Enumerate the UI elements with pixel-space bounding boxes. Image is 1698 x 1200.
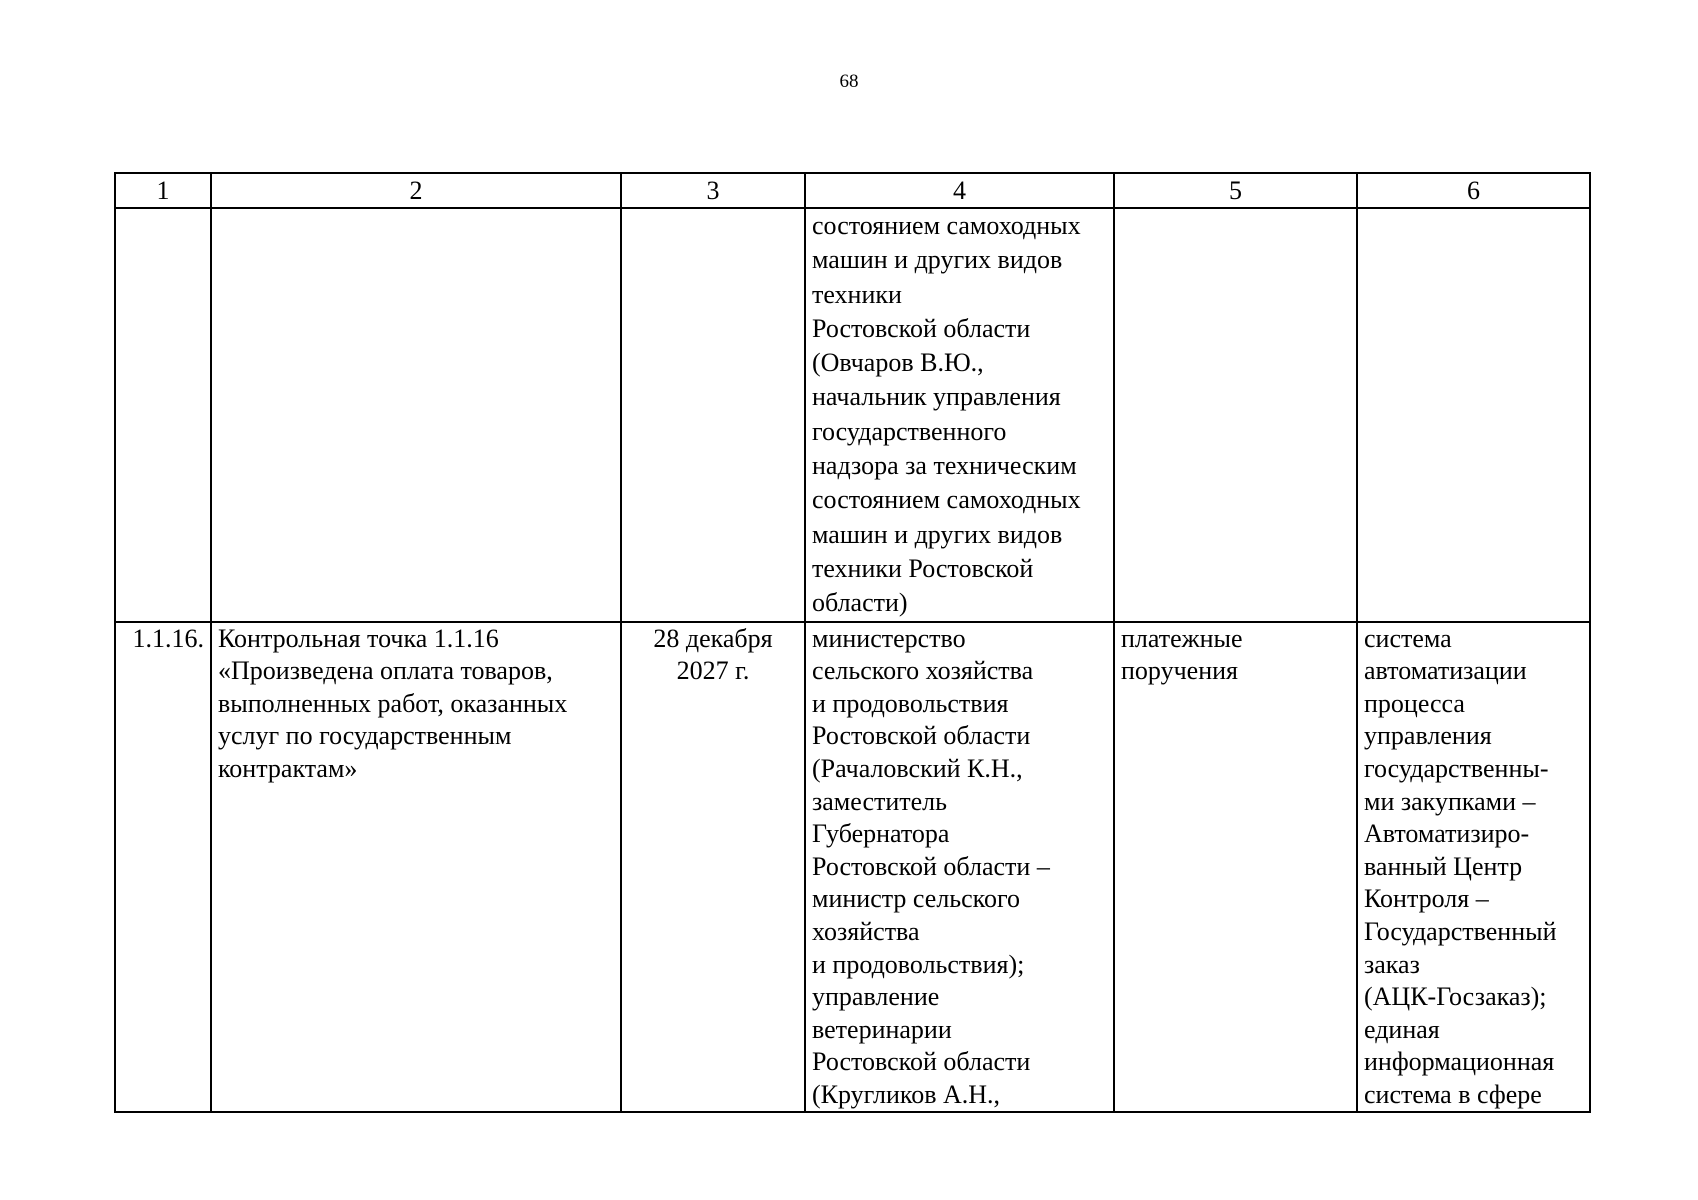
cell-text-line: надзора за техническим: [812, 451, 1077, 481]
cell-text-line: управления: [1364, 721, 1492, 751]
cell-text-line: система: [1364, 623, 1452, 653]
cell-text-line: Ростовской области: [812, 721, 1031, 751]
deadline-cell: [621, 208, 805, 622]
cell-text-line: состоянием самоходных: [812, 211, 1081, 240]
cell-text-line: и продовольствия);: [812, 949, 1025, 979]
cell-text-line: платежные: [1121, 623, 1243, 653]
cell-text-line: начальник управления: [812, 382, 1061, 412]
name-cell: [211, 208, 621, 622]
cell-text-line: «Произведена оплата товаров,: [218, 656, 553, 686]
cell-text-line: области): [812, 588, 908, 618]
cell-text-line: управление: [812, 982, 940, 1012]
cell-text-line: ветеринарии: [812, 1014, 952, 1044]
table-row: [115, 622, 1590, 1113]
cell-text-line: заместитель: [812, 786, 948, 816]
column-header-3: 3: [621, 173, 805, 208]
cell-text-line: 1.1.16.: [132, 623, 204, 653]
cell-text-line: Ростовской области: [812, 313, 1031, 343]
activity-table: [114, 172, 1591, 1113]
system-cell: [1357, 622, 1590, 1113]
column-header-1: 1: [115, 173, 211, 208]
cell-text-line: ми закупками –: [1364, 786, 1536, 816]
cell-text-line: государственного: [812, 416, 1007, 446]
cell-text-line: техники: [812, 279, 902, 309]
cell-text-line: государственны-: [1364, 753, 1549, 783]
name-cell: [211, 622, 621, 1113]
cell-text-line: (Кругликов А.Н.,: [812, 1079, 1001, 1109]
deadline-cell: [621, 622, 805, 1113]
cell-text-line: (АЦК-Госзаказ);: [1364, 982, 1547, 1012]
column-header-2: 2: [211, 173, 621, 208]
column-header-5: 5: [1114, 173, 1357, 208]
cell-text-line: сельского хозяйства: [812, 656, 1034, 686]
responsible-cell: [805, 622, 1114, 1113]
cell-text-line: процесса: [1364, 688, 1465, 718]
cell-text-line: выполненных работ, оказанных: [218, 688, 568, 718]
responsible-cell: [805, 208, 1114, 622]
cell-text-line: министерство: [812, 623, 966, 653]
system-cell: [1357, 208, 1590, 622]
table-row: [115, 208, 1590, 622]
cell-text-line: Автоматизиро-: [1364, 819, 1530, 849]
cell-text-line: Контроля –: [1364, 884, 1489, 914]
cell-text-line: услуг по государственным: [218, 721, 512, 751]
cell-text-line: (Овчаров В.Ю.,: [812, 348, 984, 378]
column-header-4: 4: [805, 173, 1114, 208]
cell-text-line: Губернатора: [812, 819, 950, 849]
cell-text-line: техники Ростовской: [812, 553, 1034, 583]
document-cell: [1114, 622, 1357, 1113]
cell-text-line: Ростовской области: [812, 1047, 1031, 1077]
number-cell: [115, 208, 211, 622]
cell-text-line: Государственный: [1364, 916, 1557, 946]
cell-text-line: единая: [1364, 1014, 1440, 1044]
cell-text-line: контрактам»: [218, 753, 358, 783]
page-number: 68: [839, 71, 859, 92]
cell-text-line: поручения: [1121, 656, 1238, 686]
cell-text-line: Контрольная точка 1.1.16: [218, 623, 499, 653]
document-cell: [1114, 208, 1357, 622]
cell-text-line: заказ: [1364, 949, 1420, 979]
cell-text-line: система в сфере: [1364, 1079, 1542, 1109]
cell-text-line: министр сельского: [812, 884, 1021, 914]
cell-text-line: машин и других видов: [812, 245, 1063, 275]
column-header-6: 6: [1357, 173, 1590, 208]
cell-text-line: машин и других видов: [812, 519, 1063, 549]
cell-text-line: хозяйства: [812, 916, 920, 946]
cell-text-line: ванный Центр: [1364, 851, 1523, 881]
cell-text-line: и продовольствия: [812, 688, 1009, 718]
number-cell: [115, 622, 211, 1113]
table-header-row: [115, 173, 1590, 208]
cell-text-line: информационная: [1364, 1047, 1555, 1077]
cell-text-line: 28 декабря: [653, 623, 773, 653]
cell-text-line: автоматизации: [1364, 656, 1527, 686]
cell-text-line: 2027 г.: [676, 656, 750, 686]
cell-text-line: состоянием самоходных: [812, 485, 1081, 515]
cell-text-line: Ростовской области –: [812, 851, 1050, 881]
cell-text-line: (Рачаловский К.Н.,: [812, 753, 1023, 783]
